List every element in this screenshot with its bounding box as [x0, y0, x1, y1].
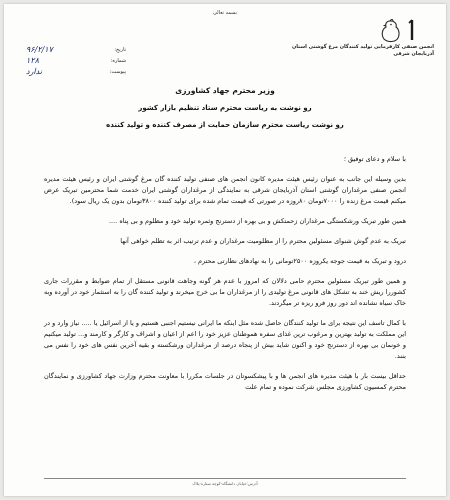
attachment-label: پیوست:	[109, 68, 126, 75]
cc-heading-1: رو نوشت به ریاست محترم ستاد تنظیم بازار کشور	[138, 104, 312, 112]
number-value: ۱۲۸	[26, 56, 39, 65]
organization-logo	[370, 16, 424, 44]
cc-heading-2: رو نوشت ریاست محترم سازمان حمایت از مصرف کننده و تولید کننده	[106, 121, 344, 129]
date-row	[26, 44, 126, 55]
date-value: ۹۶/۲/۱۷	[26, 45, 53, 54]
greeting: با سلام و دعای توفیق ؛	[343, 155, 406, 163]
chicken-logo-icon	[374, 16, 420, 44]
footer-address: آدرس:خیابان دانشگاه-کوچه ستاره-پلاک	[44, 478, 406, 486]
attachment-row	[26, 66, 126, 77]
number-row	[26, 55, 126, 66]
organization-name: انجمن صنفی کارفرمایی تولید کنندگان مرغ گوشتی استان آذربایجان شرقی	[292, 44, 434, 57]
attachment-value: ندارد	[26, 67, 43, 76]
paragraph: و همین طور تبریک مسئولین محترم حامی دلالان که امروز با عدم هر گونه وجاهت قانونی مستقل از تمام ضوابط و مقررات جاری کشوررا ریش خند به تشکل های قانونی مرغ تولیدی را از مرغداران ما بی خرج میخرند و تولید کننده گان را به استثمار خود در آورده وبه خاک سیاه نشانده اند دور روز فرو ریزه تر میگردند.	[44, 277, 406, 307]
paragraph: همین طور تبریک ورشکستگی مرغداران زحمتکش و بی بهره از دسترنج وثمره تولید خود و مظلوم و بی پناه ....	[108, 217, 406, 225]
recipient-heading: وزیر محترم جهاد کشاورزی	[175, 86, 275, 95]
letter-body	[44, 154, 406, 402]
paragraph: حداقل بیست بار با هیئت مدیره های انجمن ها و با پیشکسوتان در جلسات مکررا با معاونت محترم وزارت جهاد کشاورزی و نمایندگان محترم کمسیون کشاورزی مجلس شرکت نموده و تمام علت	[44, 372, 406, 391]
paragraph: بدین وسیله این جانب به عنوان رئیس هیئت مدیره کانون انجمن های صنفی تولید کننده گان مرغ گوشتی ایران و رئیس هیئت مدیره انجمن صنفی مرغداران گوشتی استان آذربایجان شرقی به نمایندگی از مرغداران گوشتی ایران خدمت شما محترمین تبریک عرض میکنم قیمت مرغ زنده را ۷۰۰۰تومان ۸۰روزه در صورتی که قیمت تمام شده برای تولید کننده ۳۸۰۰تومان بدون یک ریال سود).	[44, 175, 406, 205]
paragraph: تبریک به عدم گوش شنوای مسئولین محترم را از مظلومیت مرغداران و عدم ترتیب اثر به تظلم خواهی آنها	[120, 237, 406, 245]
letter-meta	[26, 44, 126, 77]
paragraph: درود و تبریک به قیمت جوجه یکروزه ۲۵۰۰تومانی را به نهادهای نظارتی محترم ،	[193, 257, 406, 265]
bismillah: بسمه تعالی	[212, 10, 238, 16]
paragraph: با کمال تاسف این نتیجه برای ما تولید کنندگان حاصل شده مثل اینکه ما ایرانی نیستیم اجنبی هستیم و یا از اسرائیل یا ..... نیاز وارد و در این مملکت به تولید بهترین و مرغوب ترین غذای سفره هموطنان عزیز خود را اعم از اعیان و اشراف و کارگر و کارمند و... تولید میکنیم و خونمان بی بهره از دسترنج خود و اکنون شاید بیش از پنجاه درصد از مرغداران ورشکسته و بقیه آخرین نفس های خود را نفس می بنند.	[44, 319, 406, 360]
date-label: تاریخ:	[114, 46, 126, 53]
number-label: شماره:	[110, 57, 126, 64]
letter-page	[4, 4, 446, 496]
